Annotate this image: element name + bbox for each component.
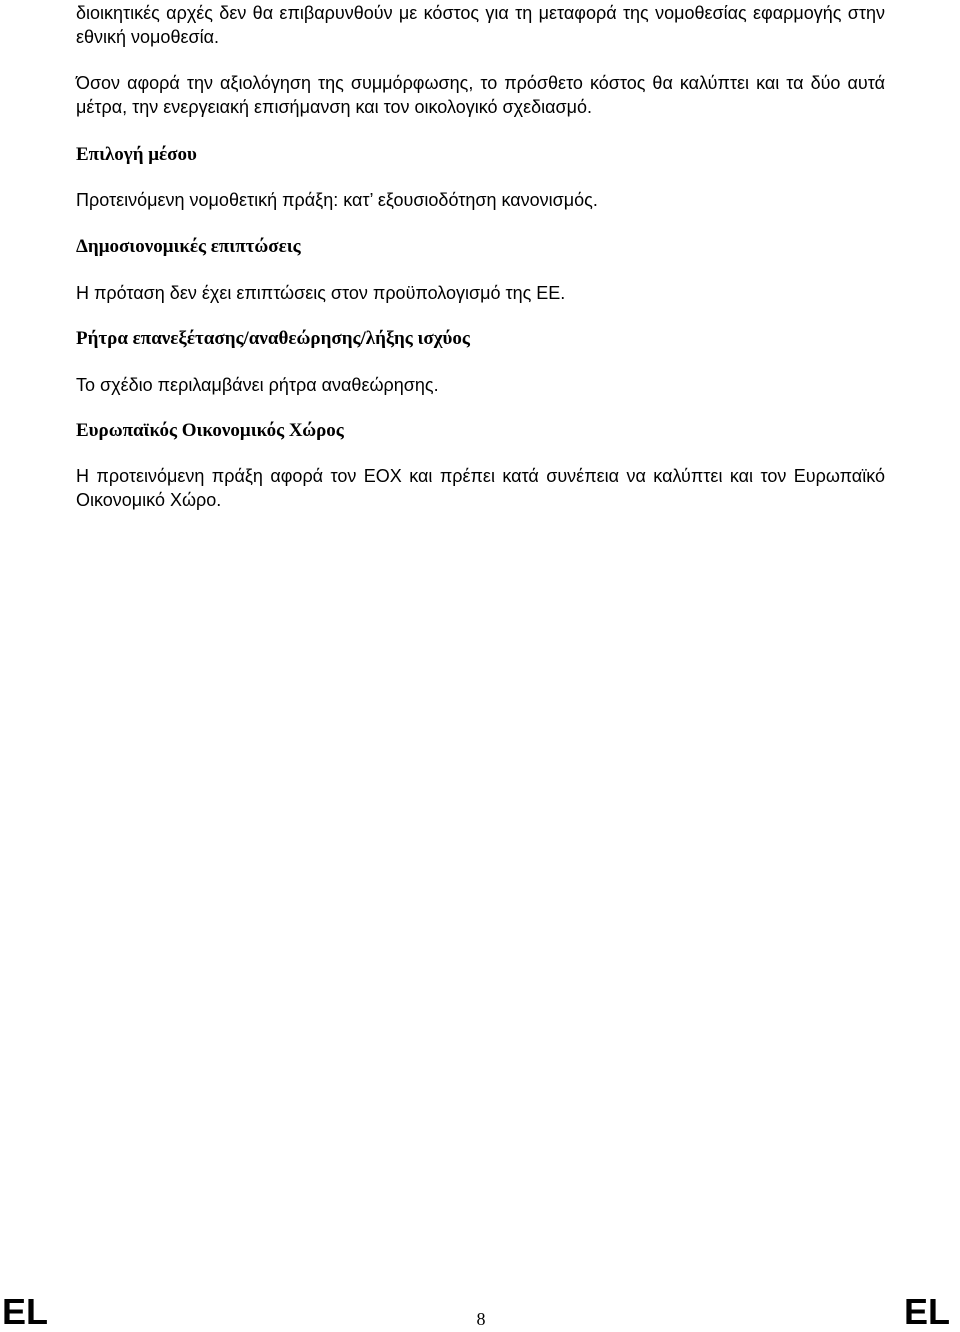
footer-language-left: EL <box>2 1291 49 1332</box>
heading-eea: Ευρωπαϊκός Οικονομικός Χώρος <box>76 420 344 441</box>
paragraph-budget: Η πρόταση δεν έχει επιπτώσεις στον προϋπολογισμό της ΕΕ. <box>76 283 566 303</box>
page-number: 8 <box>476 1309 486 1329</box>
heading-review-clause: Ρήτρα επανεξέτασης/αναθεώρησης/λήξης ισχύος <box>76 328 470 349</box>
footer-language-right: EL <box>904 1291 951 1332</box>
heading-choice-of-instrument: Επιλογή μέσου <box>76 144 197 165</box>
paragraph-compliance-assessment: Όσον αφορά την αξιολόγηση της συμμόρφωσης, το πρόσθετο κόστος θα καλύπτει και τα δύο αυτά μέτρα, την ενεργειακή επισήμανση και τον οικολογικό σχεδιασμό. <box>76 73 885 117</box>
heading-budgetary-implications: Δημοσιονομικές επιπτώσεις <box>76 236 301 257</box>
paragraph-proposed-act: Προτεινόμενη νομοθετική πράξη: κατ’ εξουσιοδότηση κανονισμός. <box>76 190 598 210</box>
paragraph-review: Το σχέδιο περιλαμβάνει ρήτρα αναθεώρησης. <box>76 375 439 395</box>
paragraph-admin-costs: διοικητικές αρχές δεν θα επιβαρυνθούν με κόστος για τη μεταφορά της νομοθεσίας εφαρμογής στην εθνική νομοθεσία. <box>76 3 885 47</box>
paragraph-eea: Η προτεινόμενη πράξη αφορά τον ΕΟΧ και πρέπει κατά συνέπεια να καλύπτει και τον Ευρωπαϊκό Οικονομικό Χώρο. <box>76 466 885 510</box>
